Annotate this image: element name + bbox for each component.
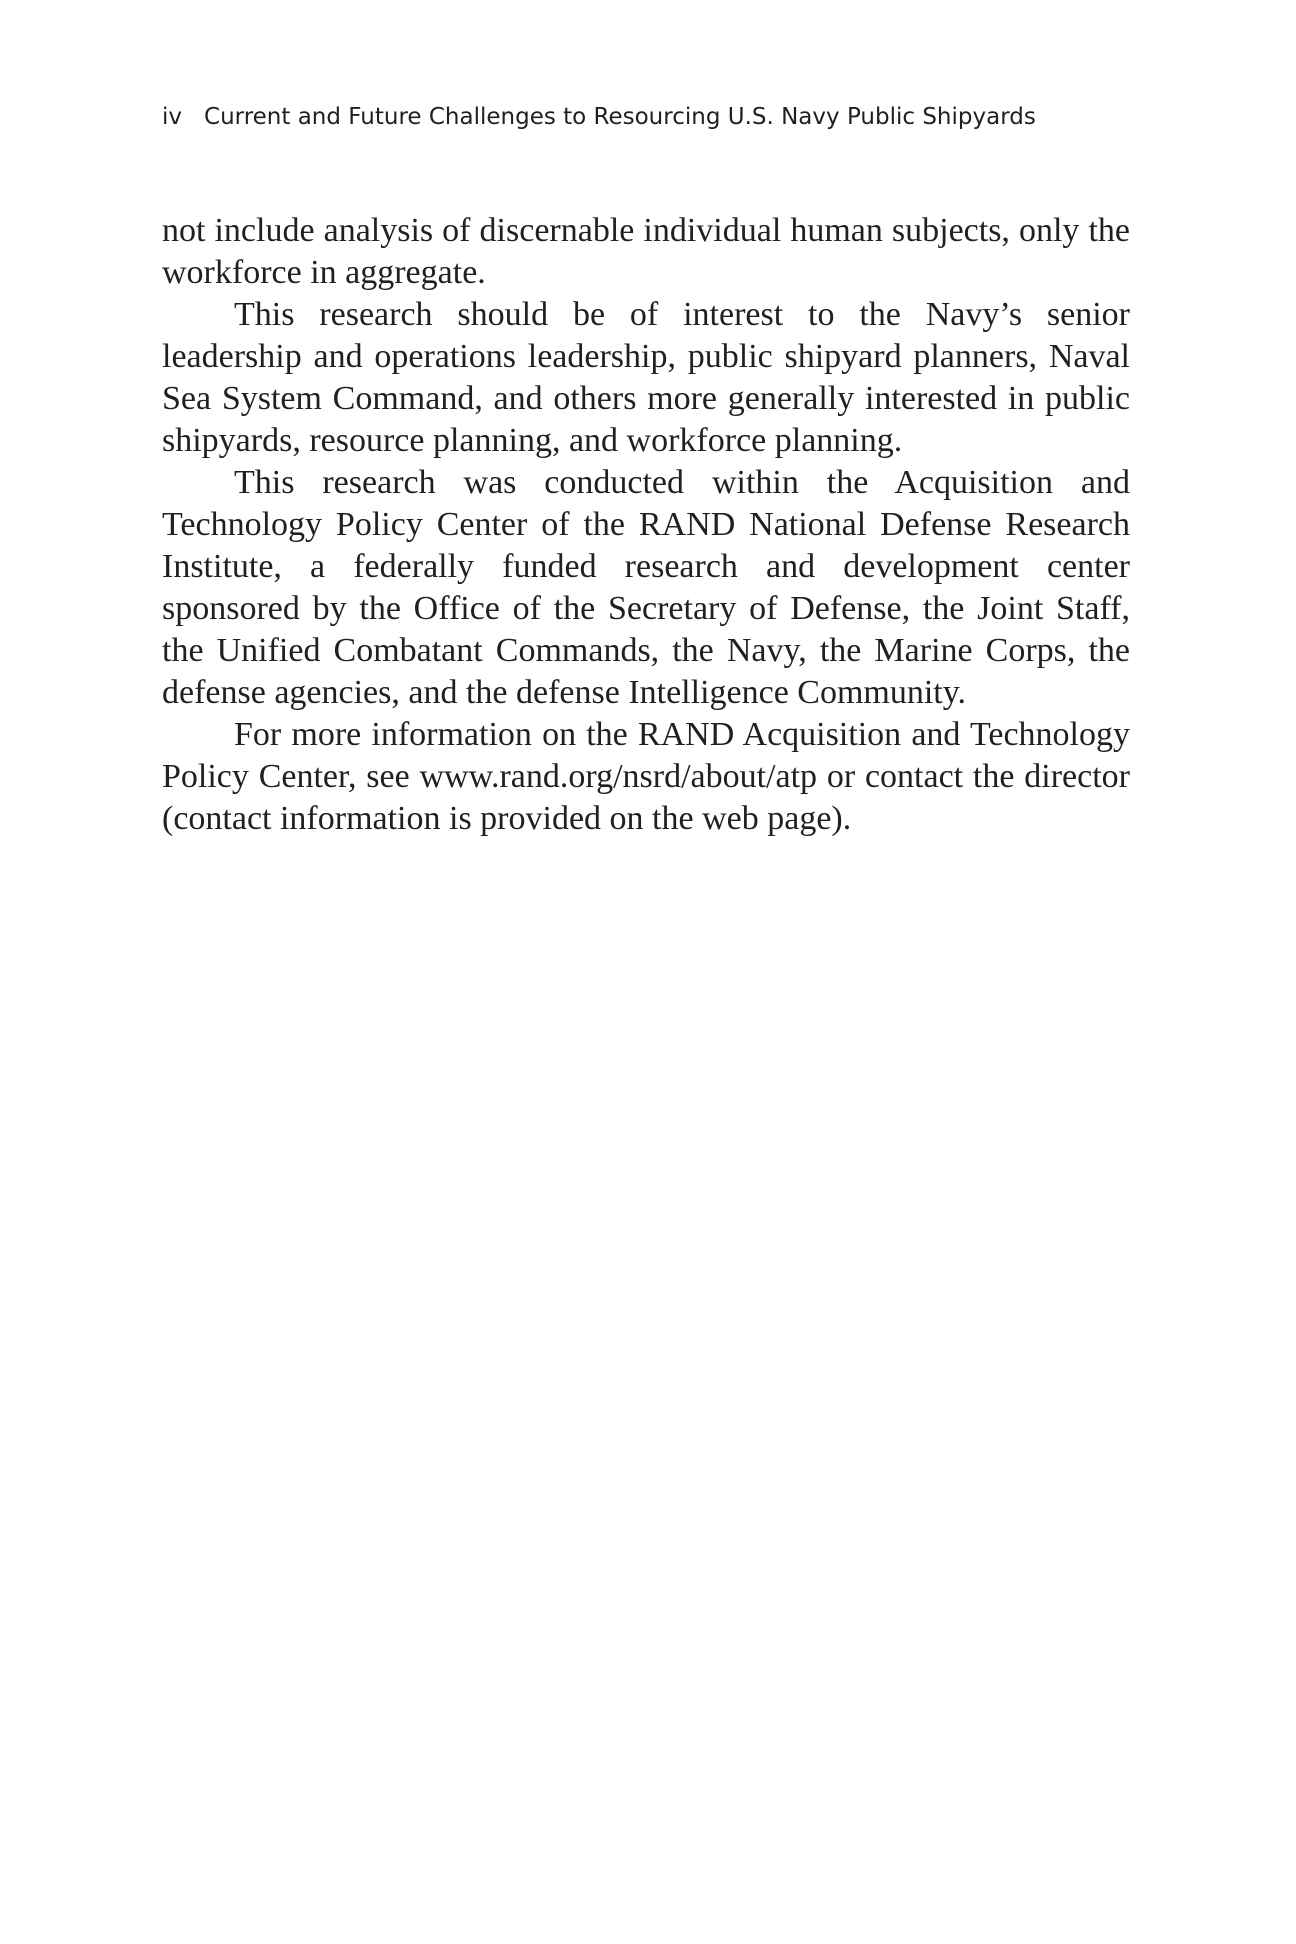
- running-head-title: Current and Future Challenges to Resourcing U.S. Navy Public Shipyards: [204, 104, 1036, 130]
- page-number: iv: [162, 104, 183, 130]
- paragraph-audience: This research should be of interest to the Navy’s senior leadership and operations leadership, public shipyard planners, Naval Sea System Command, and others more generally interested in public shipyards, resource planning, and workforce planning.: [162, 296, 1130, 459]
- body-text: [162, 210, 1130, 840]
- running-head: [162, 102, 1142, 132]
- paragraph-contact: For more information on the RAND Acquisition and Technology Policy Center, see www.rand.org/nsrd/about/atp or contact the director (contact information is provided on the web page).: [162, 716, 1130, 837]
- paragraph-continuation: not include analysis of discernable individual human subjects, only the workforce in aggregate.: [162, 212, 1130, 291]
- paragraph-sponsorship: This research was conducted within the Acquisition and Technology Policy Center of the RAND National Defense Research Institute, a federally funded research and development center sponsored by the Office of the Secretary of Defense, the Joint Staff, the Unified Combatant Commands, the Navy, the Marine Corps, the defense agencies, and the defense Intelligence Community.: [162, 464, 1130, 711]
